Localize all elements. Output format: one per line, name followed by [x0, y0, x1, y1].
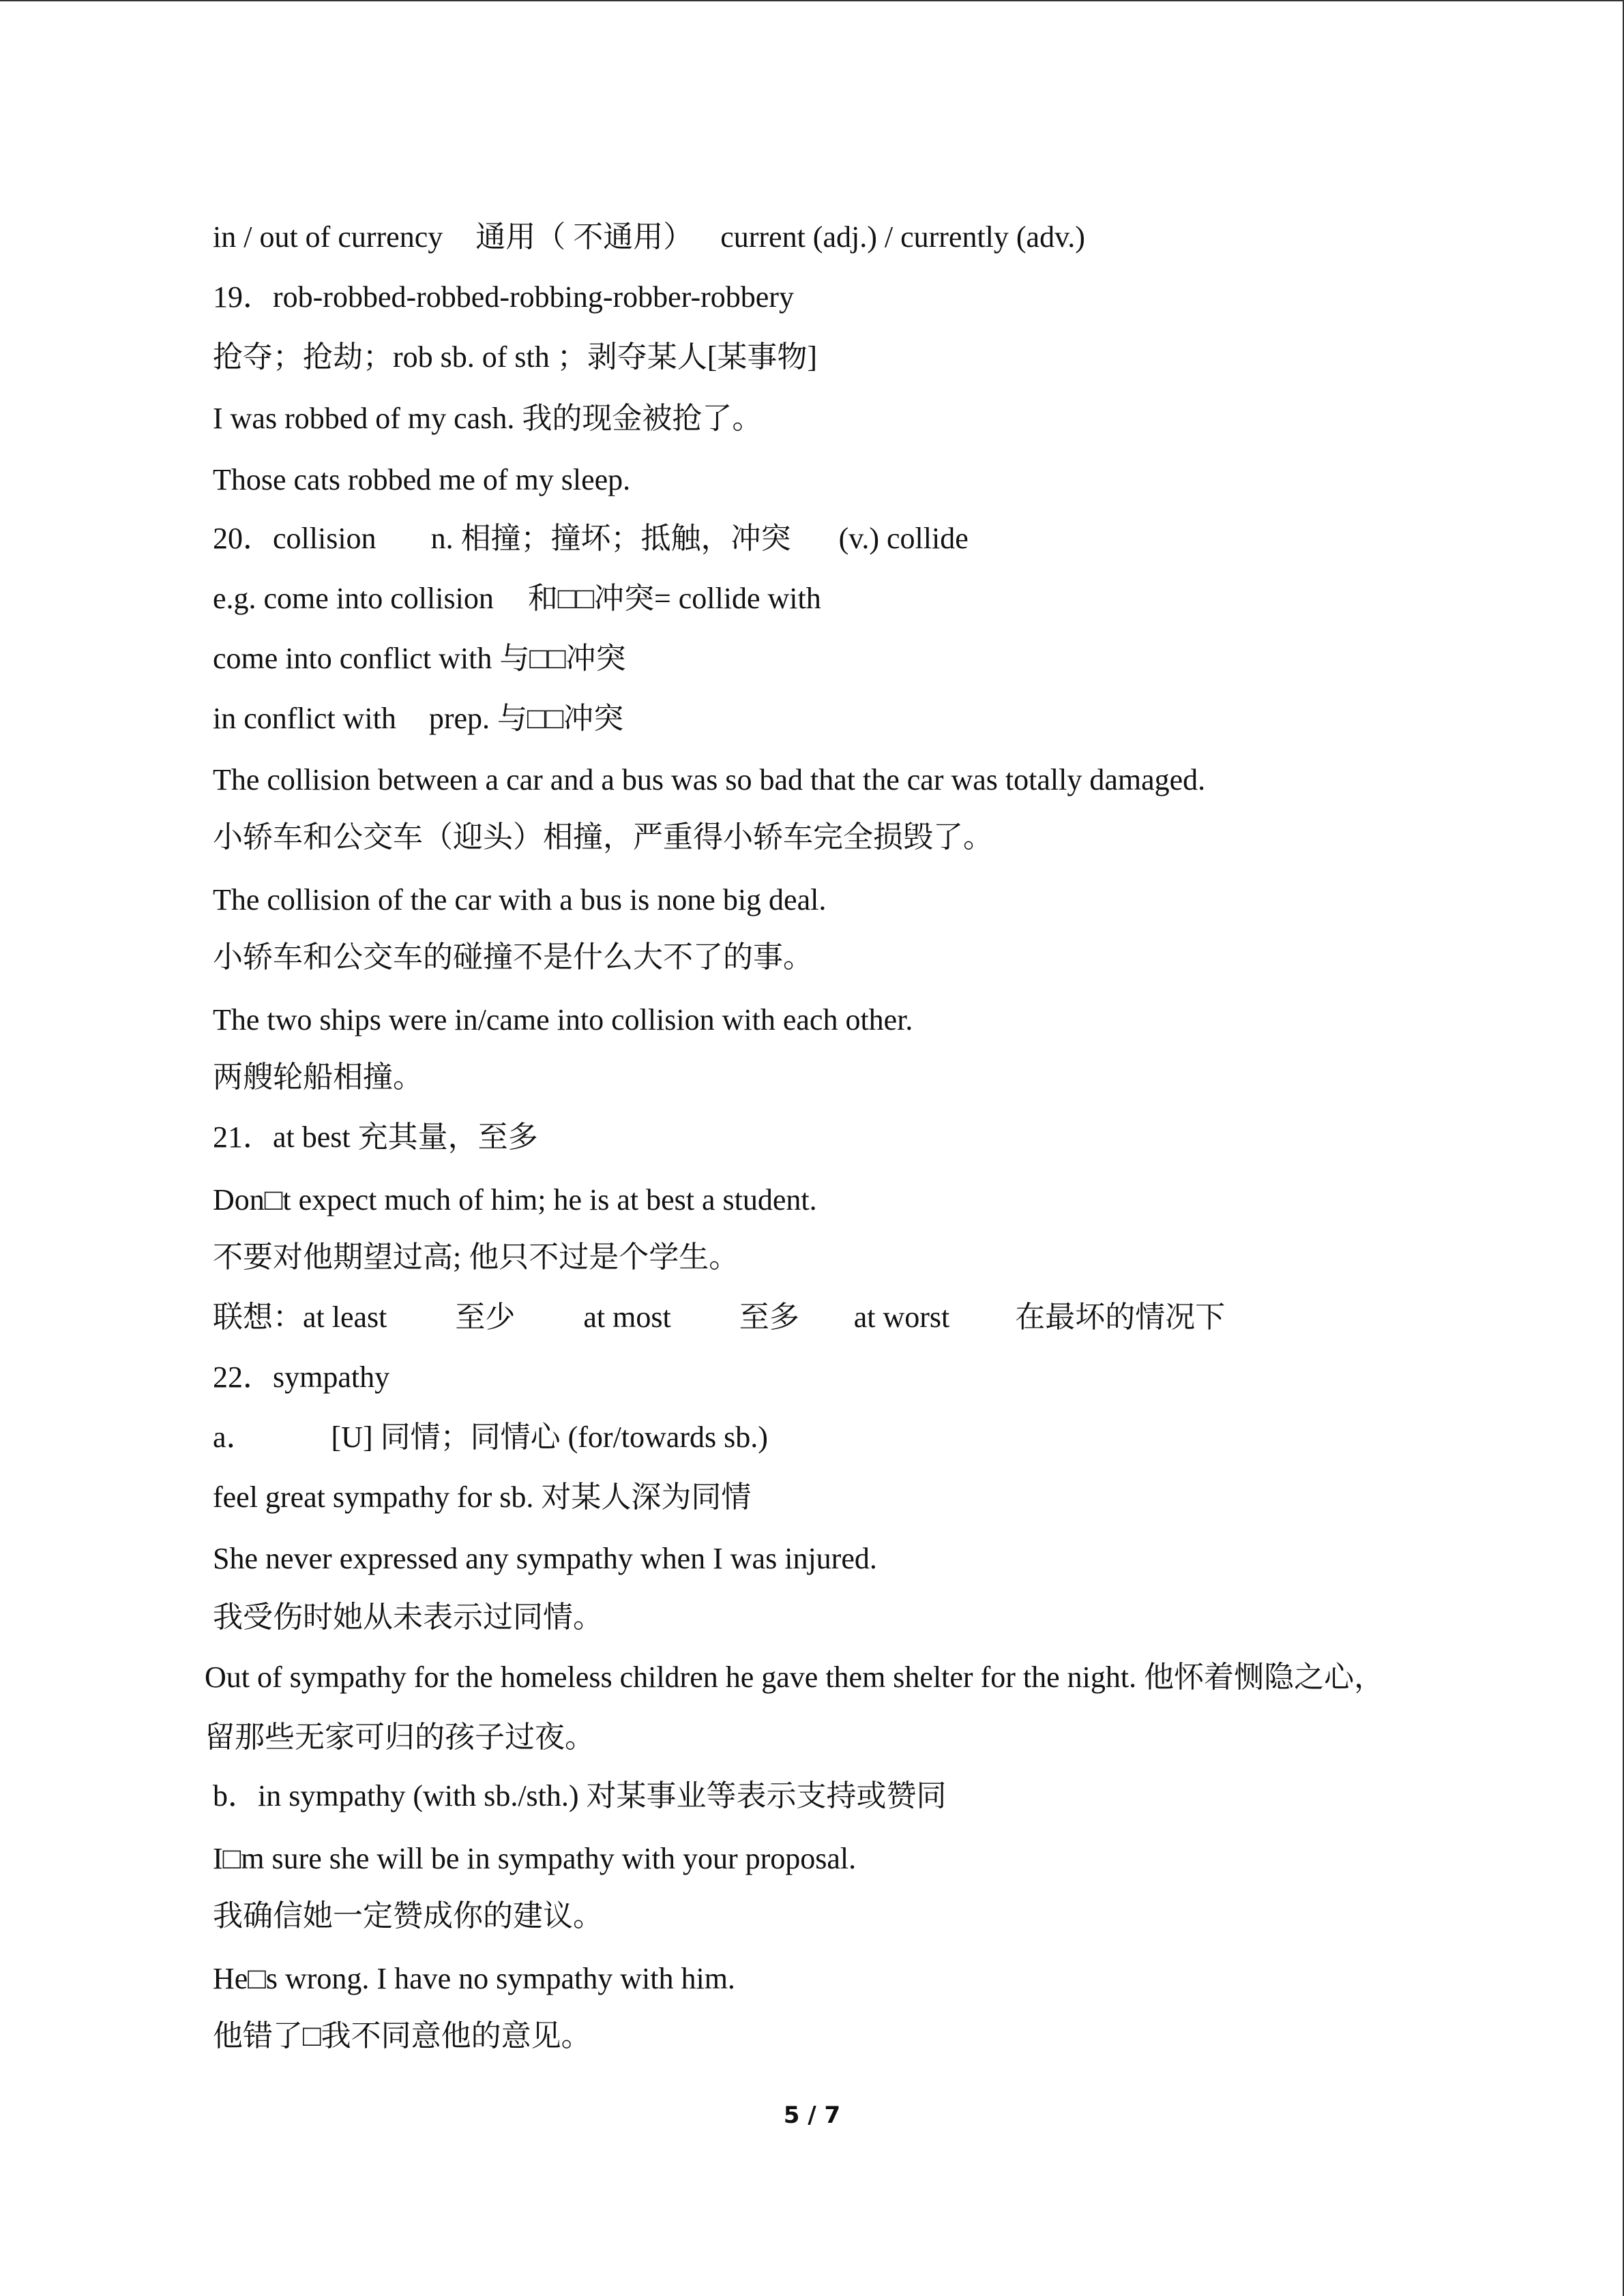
text-line: 抢夺；抢劫；rob sb. of sth ；剥夺某人[某事物] — [213, 340, 818, 374]
entry-heading: 19．rob-robbed-robbed-robbing-robber-robbery — [213, 280, 794, 314]
translation: 他错了□我不同意他的意见。 — [213, 2019, 591, 2053]
example-sentence: The two ships were in/came into collision with each other. — [213, 1003, 913, 1037]
example-sentence: The collision of the car with a bus is none big deal. — [213, 883, 827, 916]
translation: 小轿车和公交车（迎头）相撞，严重得小轿车完全损毁了。 — [213, 820, 993, 854]
translation: 小轿车和公交车的碰撞不是什么大不了的事。 — [213, 940, 813, 974]
text-line: feel great sympathy for sb. 对某人深为同情 — [213, 1480, 752, 1514]
example-sentence: Don□t expect much of him; he is at best a student. — [213, 1183, 817, 1217]
text-line: in / out of currency 通用（ 不通用） current (adj.) / currently (adv.) — [213, 220, 1085, 254]
example-sentence: The collision between a car and a bus was so bad that the car was totally damaged. — [213, 763, 1206, 796]
text-line: e.g. come into collision 和□□冲突= collide with — [213, 582, 821, 615]
text-line: come into conflict with 与□□冲突 — [213, 642, 626, 675]
text-line: b．in sympathy (with sb./sth.) 对某事业等表示支持或赞同 — [213, 1779, 947, 1813]
translation: 我确信她一定赞成你的建议。 — [213, 1899, 603, 1933]
translation: 两艘轮船相撞。 — [213, 1060, 423, 1094]
text-line: a． [U] 同情；同情心 (for/towards sb.) — [213, 1420, 768, 1454]
example-sentence: I□m sure she will be in sympathy with your proposal. — [213, 1842, 857, 1875]
example-sentence: She never expressed any sympathy when I was injured. — [213, 1542, 877, 1575]
translation: 我受伤时她从未表示过同情。 — [213, 1600, 603, 1634]
text-line: in conflict with prep. 与□□冲突 — [213, 702, 624, 735]
example-sentence: I was robbed of my cash. 我的现金被抢了。 — [213, 402, 763, 435]
entry-heading: 21．at best 充其量，至多 — [213, 1120, 538, 1154]
translation: 不要对他期望过高; 他只不过是个学生。 — [213, 1240, 739, 1274]
entry-heading: 20．collision n. 相撞；撞坏；抵触，冲突 (v.) collide — [213, 522, 969, 555]
example-sentence: He□s wrong. I have no sympathy with him. — [213, 1962, 735, 1995]
page-number: 5 / 7 — [783, 2102, 841, 2129]
example-sentence: Those cats robbed me of my sleep. — [213, 463, 631, 496]
related-words: 联想：at least 至少 at most 至多 at worst 在最坏的情况下 — [213, 1300, 1226, 1334]
entry-heading: 22．sympathy — [213, 1360, 390, 1394]
example-sentence: Out of sympathy for the homeless children he gave them shelter for the night. 他怀着恻隐之心， — [205, 1660, 1385, 1694]
translation: 留那些无家可归的孩子过夜。 — [205, 1720, 595, 1754]
